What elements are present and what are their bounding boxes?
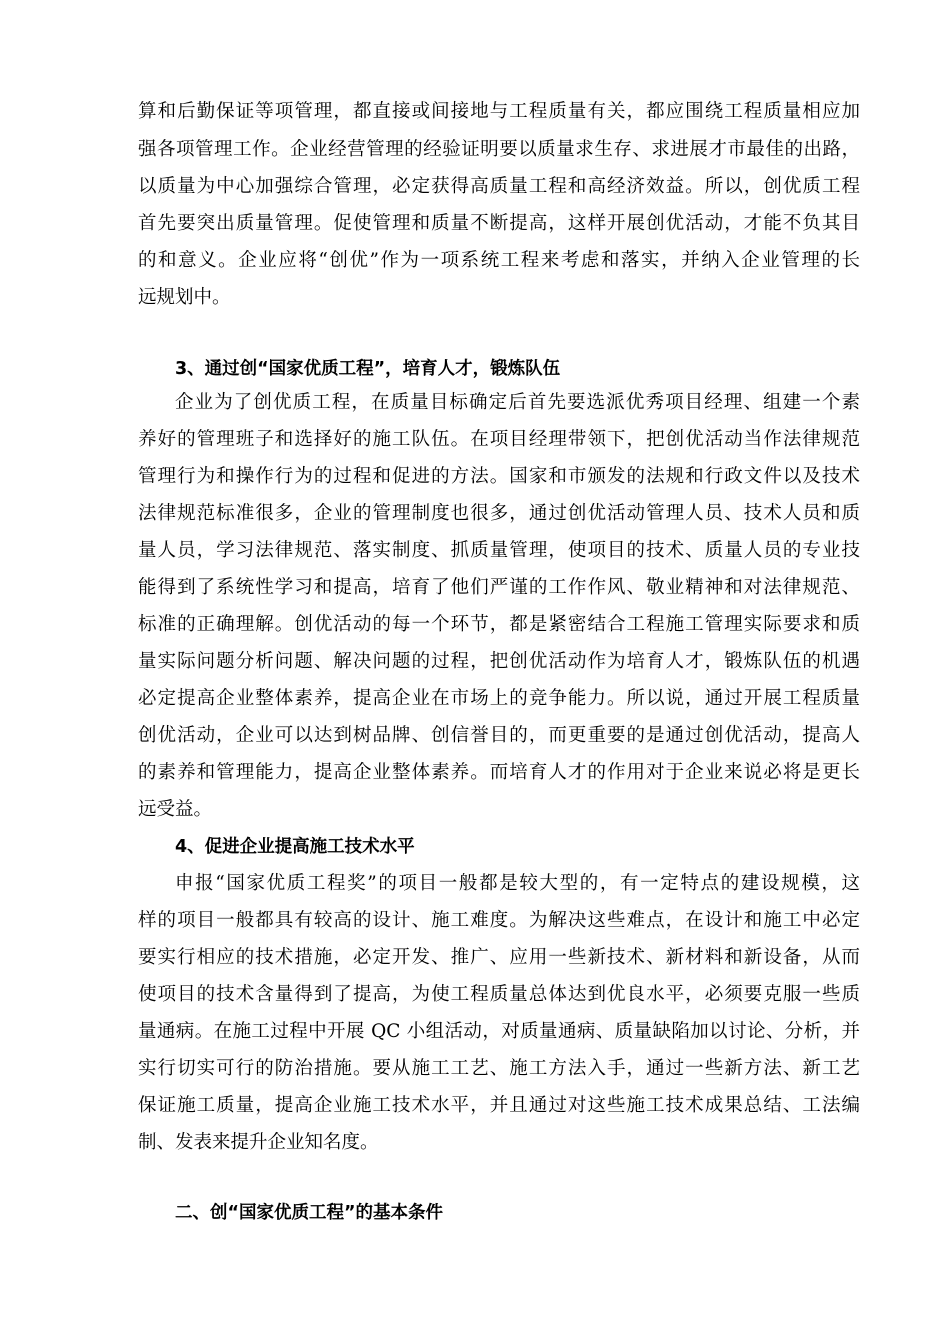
text-line: 必定提高企业整体素养，提高企业在市场上的竞争能力。所以说，通过开展工程质量 [138,688,860,709]
section-two-heading: 二、创“国家优质工程”的基本条件 [175,1203,444,1223]
text-line: 样的项目一般都具有较高的设计、施工难度。为解决这些难点，在设计和施工中必定 [138,910,860,931]
text-line: 创优活动，企业可以达到树品牌、创信誉目的，而更重要的是通过创优活动，提高人 [138,725,860,746]
text-line: 保证施工质量，提高企业施工技术水平，并且通过对这些施工技术成果总结、工法编 [138,1095,860,1116]
text-line: 制、发表来提升企业知名度。 [138,1132,379,1153]
text-line: 标准的正确理解。创优活动的每一个环节，都是紧密结合工程施工管理实际要求和质 [138,614,860,635]
text-line: 申报“国家优质工程奖”的项目一般都是较大型的，有一定特点的建设规模，这 [175,873,860,894]
text-line: 实行切实可行的防治措施。要从施工工艺、施工方法入手，通过一些新方法、新工艺 [138,1058,860,1079]
text-line: 法律规范标准很多，企业的管理制度也很多，通过创优活动管理人员、技术人员和质 [138,503,860,524]
text-line: 首先要突出质量管理。促使管理和质量不断提高，这样开展创优活动，才能不负其目 [138,213,860,234]
text-line: 要实行相应的技术措施，必定开发、推广、应用一些新技术、新材料和新设备，从而 [138,947,860,968]
text-line: 远规划中。 [138,287,231,308]
text-line: 使项目的技术含量得到了提高，为使工程质量总体达到优良水平，必须要克服一些质 [138,984,860,1005]
text-line: 以质量为中心加强综合管理，必定获得高质量工程和高经济效益。所以，创优质工程 [138,176,860,197]
text-line: 量实际问题分析问题、解决问题的过程，把创优活动作为培育人才，锻炼队伍的机遇 [138,651,860,672]
text-line: 远受益。 [138,799,213,820]
text-line: 管理行为和操作行为的过程和促进的方法。国家和市颁发的法规和行政文件以及技术 [138,466,860,487]
text-line: 强各项管理工作。企业经营管理的经验证明要以质量求生存、求进展才市最佳的出路， [138,139,860,160]
text-line: 量通病。在施工过程中开展 QC 小组活动，对质量通病、质量缺陷加以讨论、分析，并 [138,1021,860,1042]
text-line: 的和意义。企业应将“创优”作为一项系统工程来考虑和落实，并纳入企业管理的长 [138,250,860,271]
text-line: 企业为了创优质工程，在质量目标确定后首先要选派优秀项目经理、组建一个素 [175,392,860,413]
section-4-heading: 4、促进企业提高施工技术水平 [175,837,415,857]
section-3-heading: 3、通过创“国家优质工程”，培育人才，锻炼队伍 [175,359,561,379]
text-line: 量人员，学习法律规范、落实制度、抓质量管理，使项目的技术、质量人员的专业技 [138,540,860,561]
text-line: 能得到了系统性学习和提高，培育了他们严谨的工作作风、敬业精神和对法律规范、 [138,577,860,598]
text-line: 的素养和管理能力，提高企业整体素养。而培育人才的作用对于企业来说必将是更长 [138,762,860,783]
text-line: 养好的管理班子和选择好的施工队伍。在项目经理带领下，把创优活动当作法律规范 [138,429,860,450]
text-line: 算和后勤保证等项管理，都直接或间接地与工程质量有关，都应围绕工程质量相应加 [138,101,860,122]
